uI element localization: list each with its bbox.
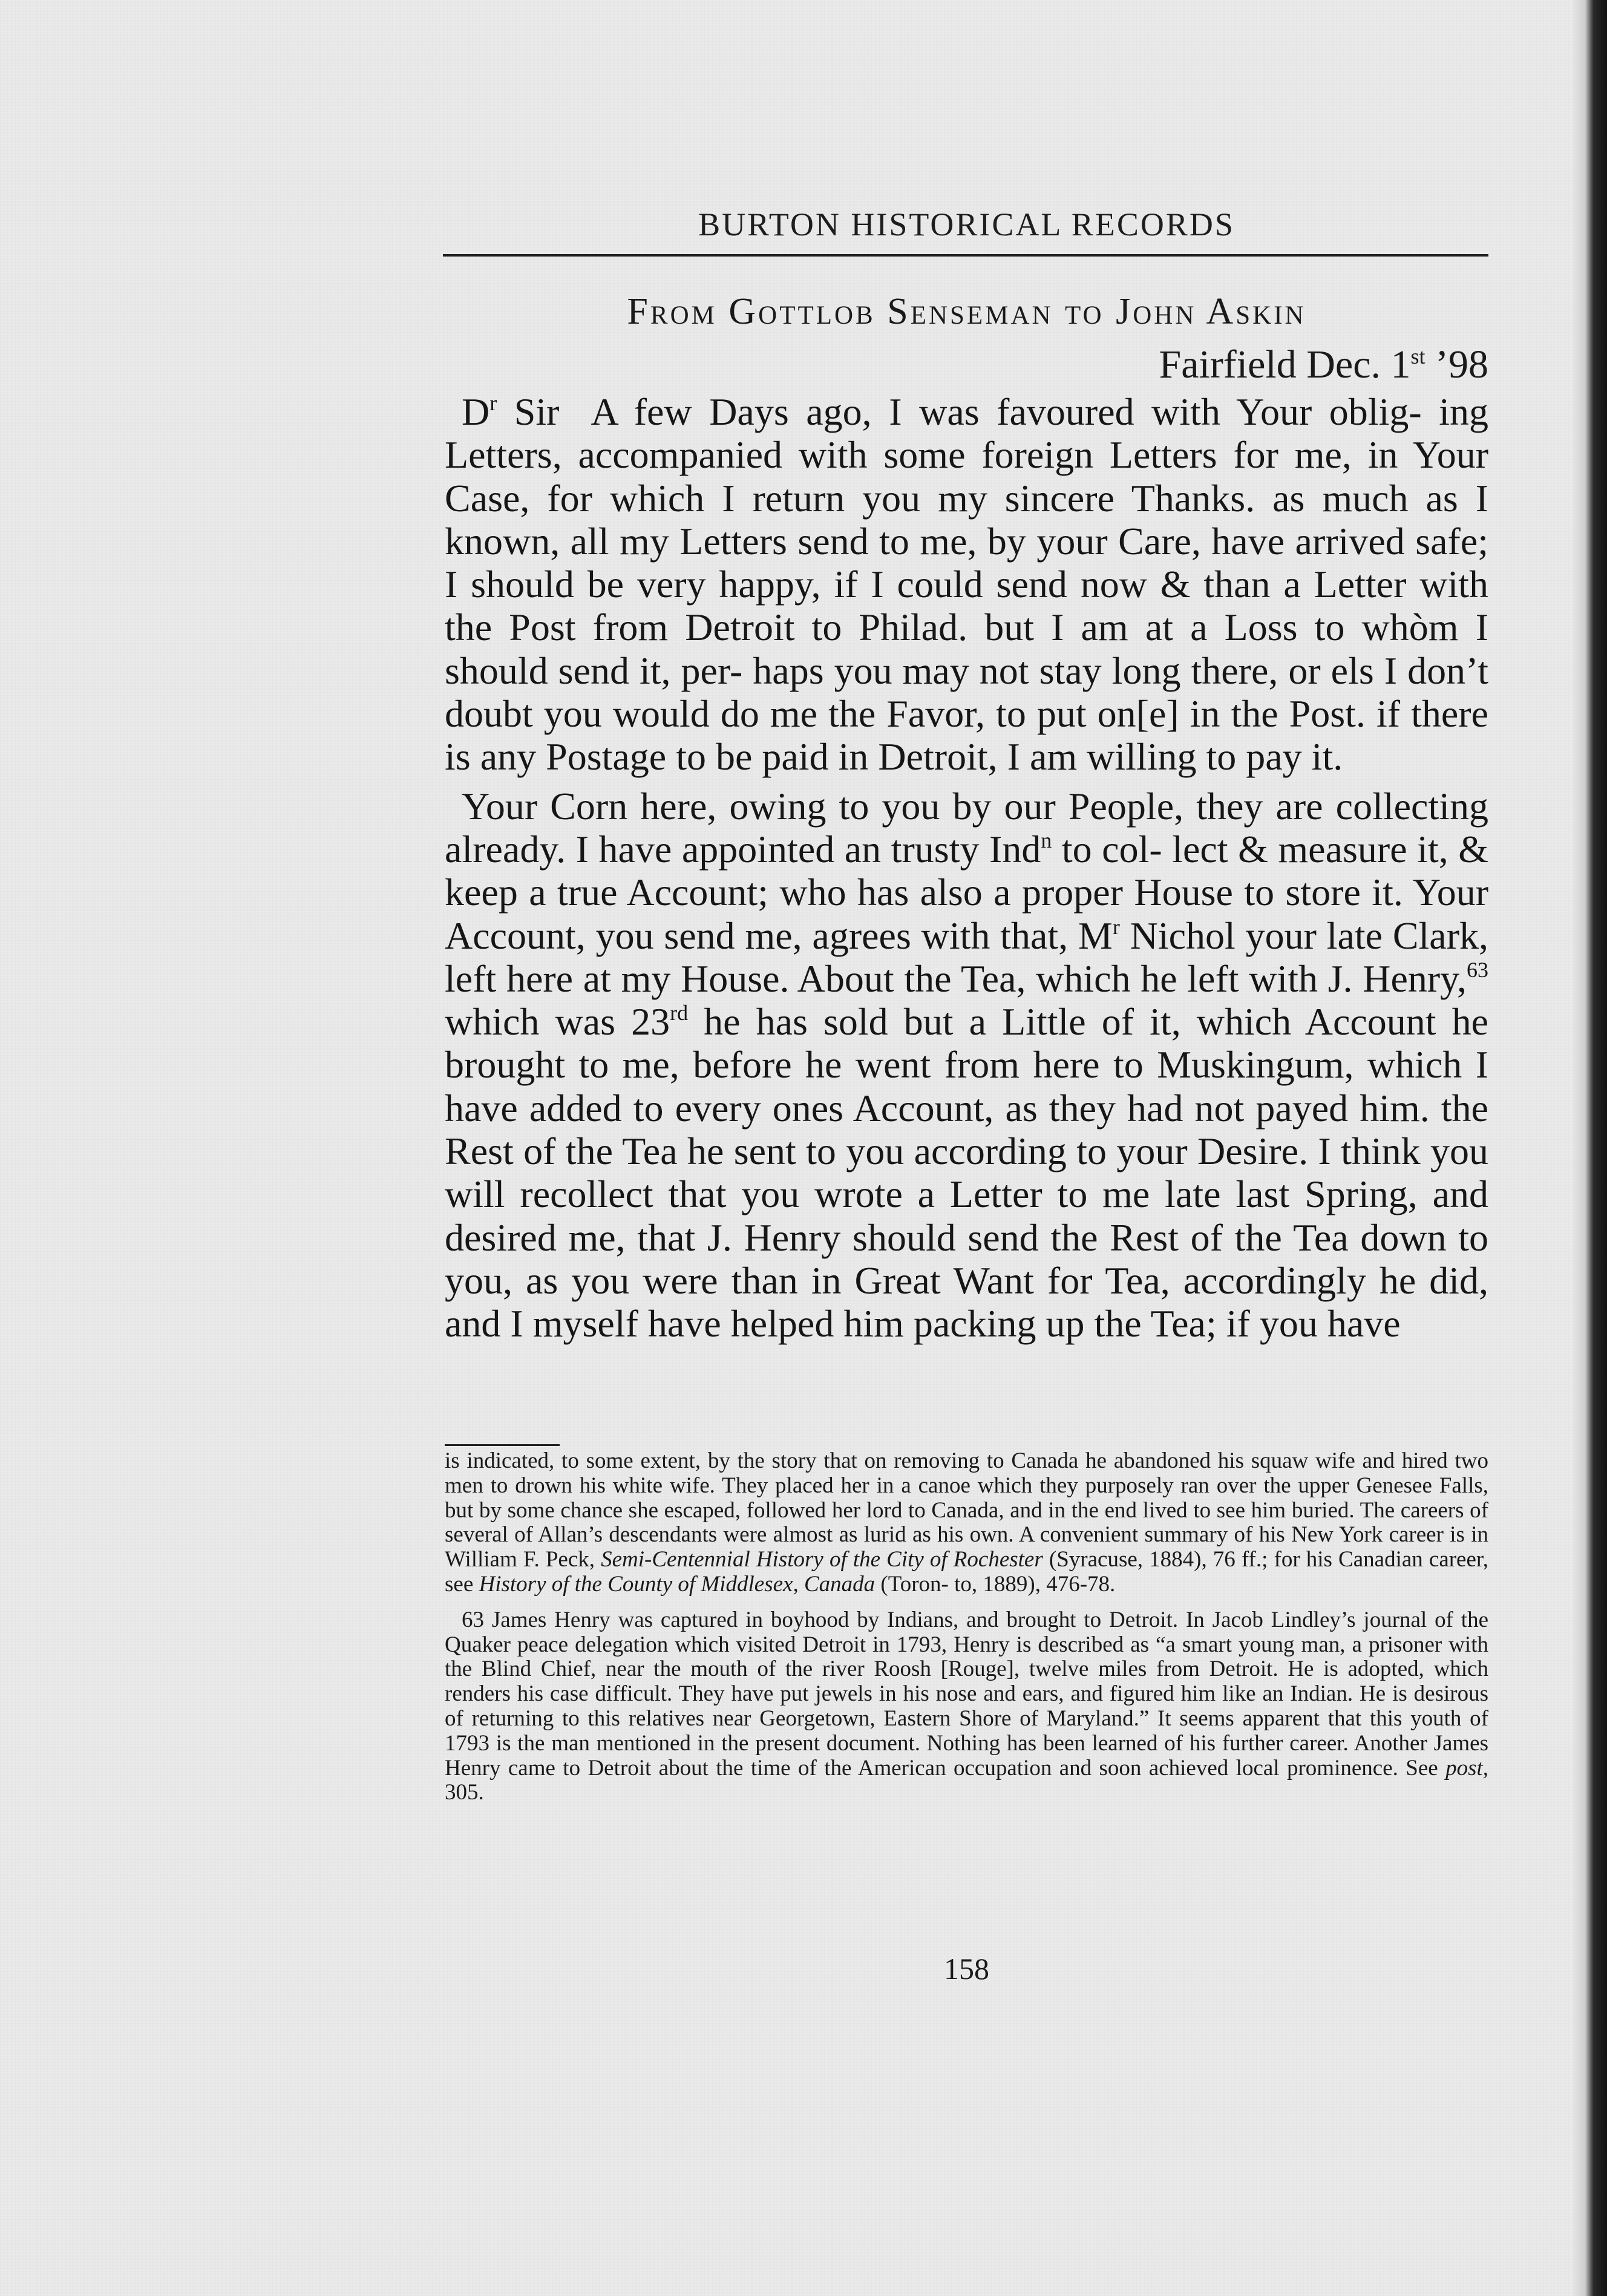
header-rule bbox=[443, 254, 1488, 257]
footnote-63-number: 63 bbox=[462, 1607, 484, 1632]
paragraph-1-text: A few Days ago, I was favoured with Your oblig- ing Letters, accompanied with some foreign Letters for me, in Your Case, for which I return you my sincere Thanks. as much as I known, all my Letters send to me, by your Care, have arrived safe; I should be very happy, if I could send now & than a Letter with the Post from Detroit to Philad. but I am at a Loss to whòm I should send it, per- haps you may not stay long there, or els I don’t doubt you would do me the Favor, to put on[e] in the Post. if there is any Postage to be paid in Detroit, I am willing to pay it. bbox=[445, 390, 1489, 779]
paragraph-2-text-b: to col- lect & measure it, & keep a true Account; who has also a proper House to store it. Your Account, you send me, agrees with that, M bbox=[445, 827, 1489, 957]
salutation bbox=[462, 390, 559, 433]
dateline-superscript: st bbox=[1410, 344, 1425, 368]
letter-paragraph-1 bbox=[445, 390, 1488, 779]
salutation-superscript: r bbox=[489, 391, 497, 415]
letter-body bbox=[445, 390, 1488, 1346]
paragraph-2-text-c: Nichol your late Clark, left here at my House. About the Tea, which he left with J. Henry, bbox=[445, 914, 1489, 1000]
dateline-text: Fairfield Dec. 1 bbox=[1159, 342, 1411, 387]
letter-paragraph-2 bbox=[445, 785, 1488, 1346]
footnote-ref-63[interactable]: 63 bbox=[1467, 957, 1488, 982]
superscript-ind: n bbox=[1041, 828, 1052, 852]
paragraph-2-text-a: Your Corn here, owing to you by our People, they are collecting already. I have appointed an trusty Ind bbox=[445, 784, 1488, 871]
footnote-62-text-c: (Toron- to, 1889), 476-78. bbox=[875, 1571, 1116, 1597]
footnote-62-text-a: is indicated, to some extent, by the story that on removing to Canada he abandoned his squaw wife and hired two men to drown his white wife. They placed her in a canoe which they purposely ran over the upper Genesee Falls, but by some chance she escaped, followed her lord to Canada, and in the end lived to see him buried. The careers of several of Allan’s descendants were almost as lurid as his own. A convenient summary of his New York career is in William F. Peck, bbox=[445, 1448, 1488, 1572]
salutation-text: D bbox=[462, 390, 490, 433]
dateline-year: ’98 bbox=[1425, 342, 1488, 387]
cross-reference-post: post, bbox=[1445, 1755, 1488, 1781]
footnote-63 bbox=[445, 1608, 1488, 1805]
footnote-62-continued bbox=[445, 1449, 1488, 1597]
citation-rochester-history: Semi-Centennial History of the City of Rochester bbox=[601, 1547, 1043, 1572]
page-number: 158 bbox=[944, 1952, 989, 1986]
page-edge-shadow bbox=[1573, 0, 1607, 2296]
salutation-rest: Sir bbox=[497, 390, 560, 433]
footnotes bbox=[445, 1449, 1488, 1805]
footnote-62-text-b: (Syracuse, 1884), 76 ff.; for his Canadian career, see bbox=[445, 1547, 1488, 1597]
footnote-rule bbox=[445, 1444, 560, 1446]
running-head: BURTON HISTORICAL RECORDS bbox=[698, 206, 1235, 243]
superscript-mr: r bbox=[1112, 914, 1120, 939]
letter-dateline bbox=[445, 342, 1488, 388]
citation-middlesex-history: History of the County of Middlesex, Canada bbox=[479, 1571, 876, 1597]
footnote-63-text-b: 305. bbox=[445, 1780, 484, 1805]
superscript-rd: rd bbox=[670, 1001, 689, 1025]
paragraph-2-text-e: he has sold but a Little of it, which Account he brought to me, before he went from here to Muskingum, which I have added to every ones Account, as they had not payed him. the Rest of the Tea he sent to you according to your Desire. I think you will recollect that you wrote a Letter to me late last Spring, and desired me, that J. Henry should send the Rest of the Tea down to you, as you were than in Great Want for Tea, accordingly he did, and I myself have helped him packing up the Tea; if you have bbox=[445, 1000, 1489, 1346]
footnote-63-text-a: James Henry was captured in boyhood by Indians, and brought to Detroit. In Jacob Lindley’s journal of the Quaker peace delegation which visited Detroit in 1793, Henry is described as “a smart young man, a prisoner with the Blind Chief, near the mouth of the river Roosh [Rouge], twelve miles from Detroit. He is adopted, which renders his case difficult. They have put jewels in his nose and ears, and figured him like an Indian. He is desirous of returning to this relatives near Georgetown, Eastern Shore of Maryland.” It seems apparent that this youth of 1793 is the man mentioned in the present document. Nothing has been learned of his further career. Another James Henry came to Detroit about the time of the American occupation and soon achieved local prominence. See bbox=[445, 1607, 1488, 1781]
letter-title: From Gottlob Senseman to John Askin bbox=[627, 291, 1306, 332]
paragraph-2-text-d: which was 23 bbox=[445, 1000, 670, 1044]
